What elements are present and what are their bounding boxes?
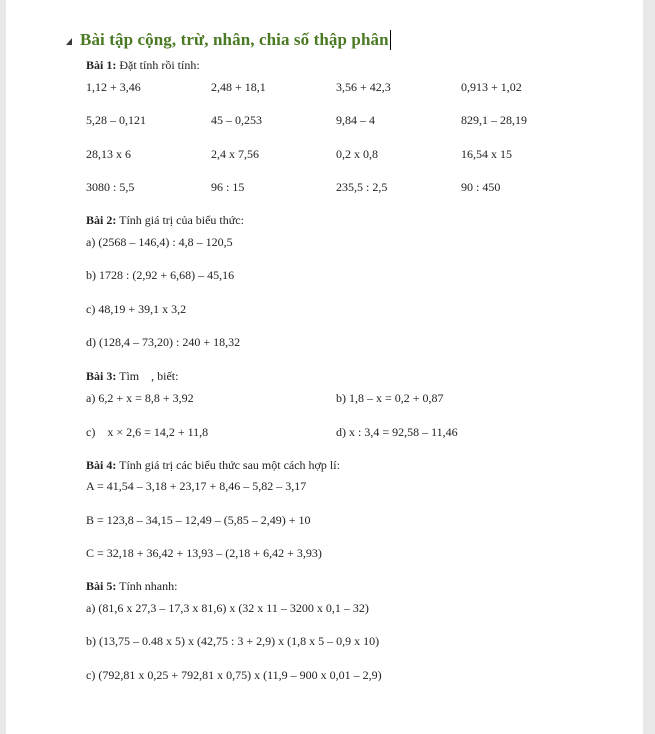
bai1-cell: 9,84 – 4 [336, 113, 375, 127]
bai1-cell: 1,12 + 3,46 [86, 80, 141, 94]
bai1-text: Đặt tính rồi tính: [116, 58, 200, 72]
text-cursor [390, 30, 391, 50]
bai3-text: Tìm , biết: [116, 369, 179, 383]
bai1-cell: 0,2 x 0,8 [336, 147, 378, 161]
bai3-item: a) 6,2 + x = 8,8 + 3,92 [86, 391, 194, 405]
bai2-item: c) 48,19 + 39,1 x 3,2 [86, 302, 187, 316]
bai2-heading [86, 213, 244, 228]
document-title: Bài tập cộng, trừ, nhân, chia số thập phân [80, 30, 389, 49]
bai4-heading [86, 458, 340, 473]
bai3-item: b) 1,8 – x = 0,2 + 0,87 [336, 391, 444, 405]
bai1-cell: 16,54 x 15 [461, 147, 512, 161]
bai5-item: a) (81,6 x 27,3 – 17,3 x 81,6) x (32 x 11 – 3200 x 0,1 – 32) [86, 601, 369, 615]
bai1-cell: 235,5 : 2,5 [336, 180, 388, 194]
bai1-label: Bài 1: [86, 58, 117, 72]
bai5-item: b) (13,75 – 0.48 x 5) x (42,75 : 3 + 2,9) x (1,8 x 5 – 0,9 x 10) [86, 634, 380, 648]
bai3-label: Bài 3: [86, 369, 117, 383]
bai1-heading [86, 58, 200, 73]
bai1-cell: 28,13 x 6 [86, 147, 131, 161]
bai3-item: d) x : 3,4 = 92,58 – 11,46 [336, 425, 458, 439]
bai5-text: Tính nhanh: [116, 579, 178, 593]
bai5-item: c) (792,81 x 0,25 + 792,81 x 0,75) x (11,9 – 900 x 0,01 – 2,9) [86, 668, 382, 682]
bai5-heading [86, 579, 177, 594]
bai4-item: B = 123,8 – 34,15 – 12,49 – (5,85 – 2,49) + 10 [86, 513, 311, 527]
bai1-cell: 2,48 + 18,1 [211, 80, 266, 94]
bai2-label: Bài 2: [86, 213, 117, 227]
bai3-heading [86, 369, 178, 384]
bai1-cell: 3080 : 5,5 [86, 180, 135, 194]
bai3-item: c) x × 2,6 = 14,2 + 11,8 [86, 425, 209, 439]
bai2-item: b) 1728 : (2,92 + 6,68) – 45,16 [86, 268, 235, 282]
bai4-item: C = 32,18 + 36,42 + 13,93 – (2,18 + 6,42 + 3,93) [86, 546, 322, 560]
bai1-cell: 3,56 + 42,3 [336, 80, 391, 94]
bai4-label: Bài 4: [86, 458, 117, 472]
bai1-cell: 90 : 450 [461, 180, 501, 194]
bai1-cell: 0,913 + 1,02 [461, 80, 522, 94]
bai2-item: d) (128,4 – 73,20) : 240 + 18,32 [86, 335, 241, 349]
bai4-item: A = 41,54 – 3,18 + 23,17 + 8,46 – 5,82 – 3,17 [86, 479, 307, 493]
bai1-cell: 2,4 x 7,56 [211, 147, 259, 161]
bai2-text: Tính giá trị của biểu thức: [116, 213, 244, 227]
bai2-item: a) (2568 – 146,4) : 4,8 – 120,5 [86, 235, 233, 249]
bai4-text: Tính giá trị các biểu thức sau một cách hợp lí: [116, 458, 340, 472]
bai1-cell: 96 : 15 [211, 180, 245, 194]
collapse-triangle-icon[interactable] [66, 38, 72, 45]
bai1-cell: 5,28 – 0,121 [86, 113, 146, 127]
bai1-cell: 45 – 0,253 [211, 113, 262, 127]
heading [66, 30, 391, 50]
bai5-label: Bài 5: [86, 579, 117, 593]
bai1-cell: 829,1 – 28,19 [461, 113, 527, 127]
